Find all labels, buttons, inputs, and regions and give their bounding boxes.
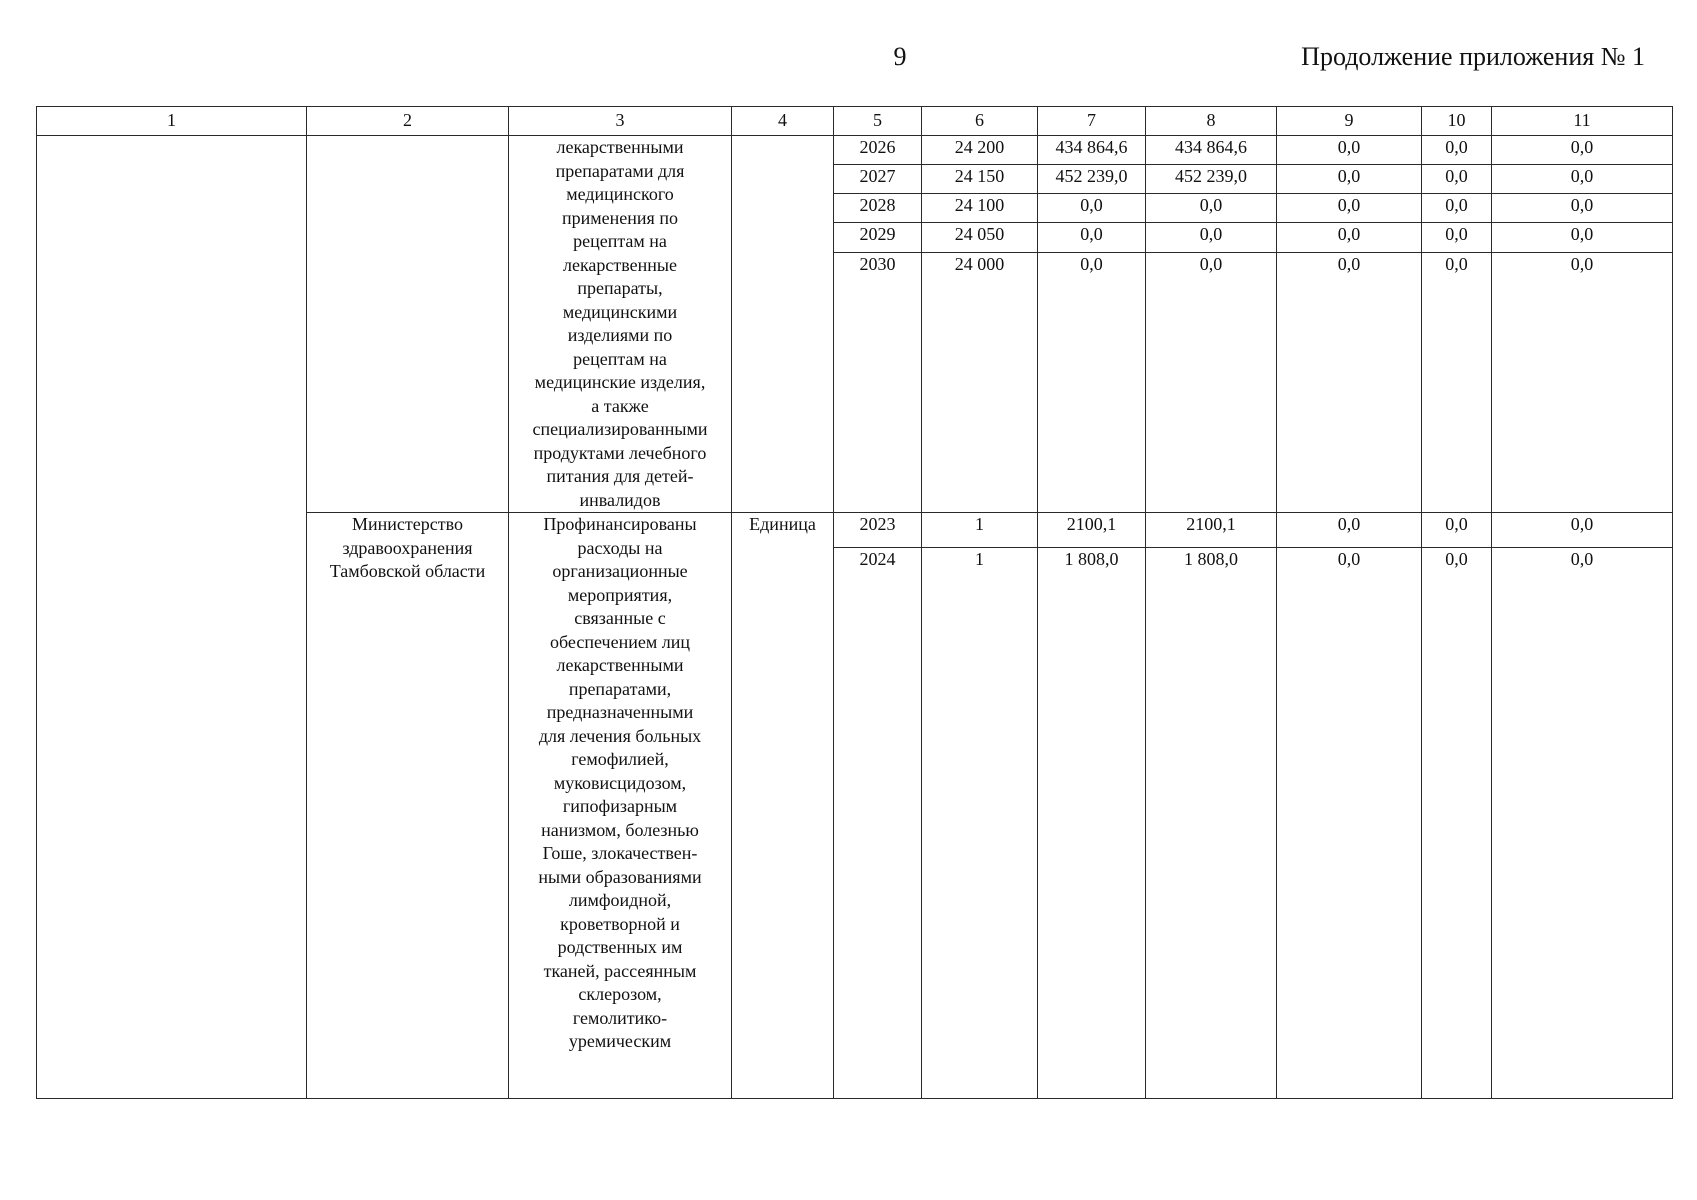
column-header: 10 [1422, 107, 1492, 136]
table-row [37, 136, 1673, 165]
column-header: 6 [922, 107, 1038, 136]
value-cell: 1 [922, 548, 1038, 1099]
value-cell: 0,0 [1422, 165, 1492, 194]
column-header: 3 [509, 107, 732, 136]
year-cell: 2027 [834, 165, 922, 194]
value-cell: 0,0 [1422, 513, 1492, 548]
year-cell: 2024 [834, 548, 922, 1099]
empty-cell [732, 136, 834, 513]
year-cell: 2028 [834, 194, 922, 223]
value-cell: 0,0 [1038, 194, 1146, 223]
value-cell: 0,0 [1492, 223, 1673, 252]
page-number: 9 [893, 42, 907, 71]
empty-cell [307, 136, 509, 513]
value-cell: 0,0 [1277, 223, 1422, 252]
year-cell: 2029 [834, 223, 922, 252]
value-cell: 0,0 [1277, 513, 1422, 548]
column-header: 2 [307, 107, 509, 136]
value-cell: 24 200 [922, 136, 1038, 165]
value-cell: 0,0 [1492, 136, 1673, 165]
executor-cell: Министерство здравоохранения Тамбовской области [307, 513, 509, 1099]
value-cell: 0,0 [1492, 513, 1673, 548]
value-cell: 24 100 [922, 194, 1038, 223]
column-header: 1 [37, 107, 307, 136]
value-cell: 1 808,0 [1146, 548, 1277, 1099]
unit-cell: Единица [732, 513, 834, 1099]
value-cell: 0,0 [1422, 223, 1492, 252]
value-cell: 0,0 [1492, 194, 1673, 223]
empty-cell [37, 136, 307, 1099]
value-cell: 0,0 [1277, 194, 1422, 223]
measure-description-cell: лекарственными препаратами для медицинского применения по рецептам на лекарственные препараты, медицинскими изделиями по рецептам на медицинские изделия, а также специализированными продуктами лечебного питания для детей- инвалидов [509, 136, 732, 513]
column-header: 4 [732, 107, 834, 136]
appendix-table [36, 106, 1673, 1099]
column-header: 11 [1492, 107, 1673, 136]
value-cell: 0,0 [1146, 194, 1277, 223]
value-cell: 0,0 [1492, 548, 1673, 1099]
measure-description-cell: Профинансированы расходы на организационные мероприятия, связанные с обеспечением лиц лекарственными препаратами, предназначенными для лечения больных гемофилией, муковисцидозом, гипофизарным нанизмом, болезнью Гоше, злокачествен- ными образованиями лимфоидной, кроветворной и родственных им тканей, рассеянным склерозом, гемолитико- уремическим [509, 513, 732, 1099]
year-cell: 2030 [834, 252, 922, 512]
value-cell: 452 239,0 [1146, 165, 1277, 194]
value-cell: 0,0 [1277, 548, 1422, 1099]
value-cell: 0,0 [1038, 252, 1146, 512]
value-cell: 2100,1 [1146, 513, 1277, 548]
column-number-row [37, 107, 1673, 136]
value-cell: 0,0 [1277, 252, 1422, 512]
value-cell: 0,0 [1146, 223, 1277, 252]
value-cell: 24 150 [922, 165, 1038, 194]
value-cell: 452 239,0 [1038, 165, 1146, 194]
value-cell: 2100,1 [1038, 513, 1146, 548]
appendix-continuation-title: Продолжение приложения № 1 [1301, 42, 1645, 71]
value-cell: 0,0 [1422, 194, 1492, 223]
value-cell: 0,0 [1422, 136, 1492, 165]
value-cell: 1 808,0 [1038, 548, 1146, 1099]
column-header: 7 [1038, 107, 1146, 136]
value-cell: 1 [922, 513, 1038, 548]
column-header: 8 [1146, 107, 1277, 136]
value-cell: 0,0 [1277, 136, 1422, 165]
column-header: 5 [834, 107, 922, 136]
value-cell: 434 864,6 [1146, 136, 1277, 165]
value-cell: 0,0 [1422, 252, 1492, 512]
value-cell: 0,0 [1422, 548, 1492, 1099]
value-cell: 24 000 [922, 252, 1038, 512]
year-cell: 2023 [834, 513, 922, 548]
value-cell: 0,0 [1492, 165, 1673, 194]
value-cell: 0,0 [1492, 252, 1673, 512]
column-header: 9 [1277, 107, 1422, 136]
value-cell: 0,0 [1038, 223, 1146, 252]
value-cell: 24 050 [922, 223, 1038, 252]
year-cell: 2026 [834, 136, 922, 165]
value-cell: 0,0 [1146, 252, 1277, 512]
value-cell: 434 864,6 [1038, 136, 1146, 165]
value-cell: 0,0 [1277, 165, 1422, 194]
